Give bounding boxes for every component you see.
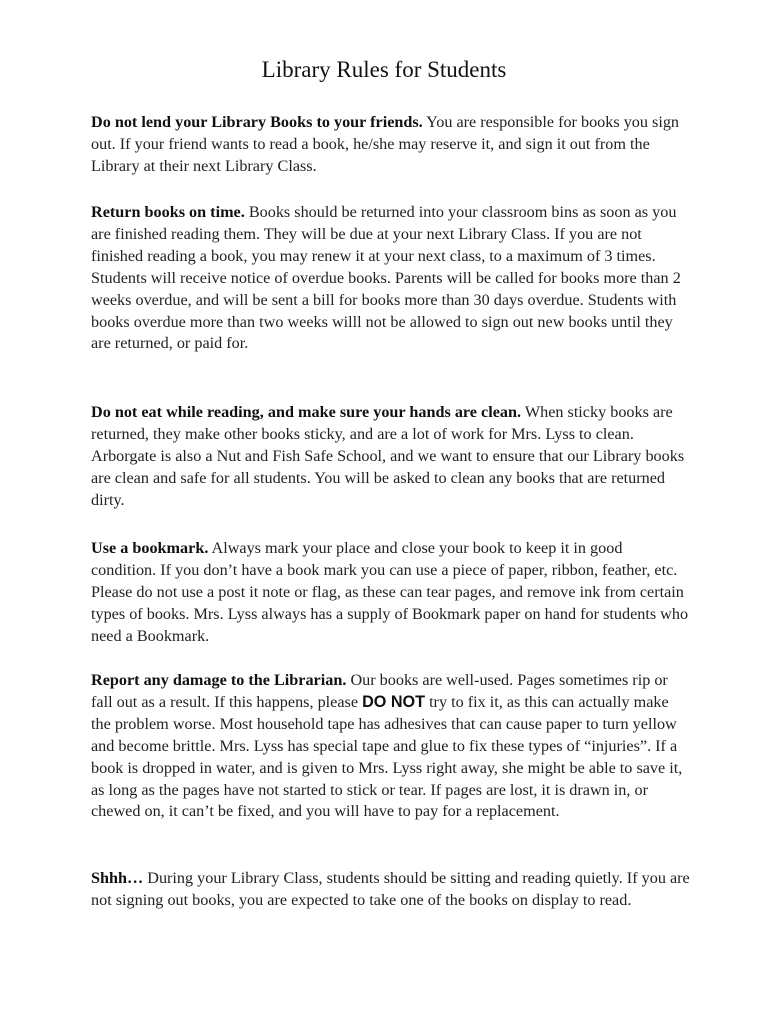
rule-body: Our books are well-used. Pages sometimes rip or fall out as a result. If this happens, please: [91, 671, 668, 711]
rule-heading: Do not eat while reading, and make sure your hands are clean.: [91, 403, 522, 421]
rule-heading: Report any damage to the Librarian.: [91, 671, 347, 689]
rule-paragraph-damage: [91, 670, 691, 823]
rule-paragraph-bookmark: [91, 538, 691, 648]
rule-heading: Shhh…: [91, 869, 144, 887]
rule-heading: Return books on time.: [91, 203, 245, 221]
rule-body: During your Library Class, students should be sitting and reading quietly. If you are not signing out books, you are expected to take one of the books on display to read.: [91, 869, 690, 909]
rule-paragraph-lending: [91, 112, 691, 178]
emphasis-text: DO NOT: [362, 692, 426, 711]
rule-body: You are responsible for books you sign out. If your friend wants to read a book, he/she may reserve it, and sign it out from the Library at their next Library Class.: [91, 113, 680, 175]
rule-body: Books should be returned into your classroom bins as soon as you are finished reading them. They will be due at your next Library Class. If you are not finished reading a book, you may renew it at your next class, to a maximum of 3 times. Students will receive notice of overdue books. Parents will be called for books more than 2 weeks overdue, and will be sent a bill for books more than 30 days overdue. Students with books overdue more than two weeks willl not be allowed to sign out new books until they are returned, or paid for.: [91, 203, 681, 353]
rule-body: When sticky books are returned, they make other books sticky, and are a lot of work for Mrs. Lyss to clean. Arborgate is also a Nut and Fish Safe School, and we want to ensure that our Library books are clean and safe for all students. You will be asked to clean any books that are returned dirty.: [91, 403, 685, 509]
rule-paragraph-clean-hands: [91, 402, 691, 512]
rule-heading: Use a bookmark.: [91, 539, 209, 557]
rule-body-continued: try to fix it, as this can actually make the problem worse. Most household tape has adhesives that can cause paper to turn yellow and become brittle. Mrs. Lyss has special tape and glue to fix these types of “injuries”. If a book is dropped in water, and is given to Mrs. Lyss right away, she might be able to save it, as long as the pages have not started to stick or tear. If pages are lost, it is drawn in, or chewed on, it can’t be fixed, and you will have to pay for a replacement.: [91, 692, 683, 821]
page-title: Library Rules for Students: [261, 57, 507, 82]
rule-body: Always mark your place and close your book to keep it in good condition. If you don’t have a book mark you can use a piece of paper, ribbon, feather, etc. Please do not use a post it note or flag, as these can tear pages, and remove ink from certain types of books. Mrs. Lyss always has a supply of Bookmark paper on hand for students who need a Bookmark.: [91, 539, 689, 645]
rule-paragraph-quiet: [91, 868, 691, 912]
rule-heading: Do not lend your Library Books to your friends.: [91, 113, 423, 131]
rule-paragraph-return: [91, 202, 691, 355]
